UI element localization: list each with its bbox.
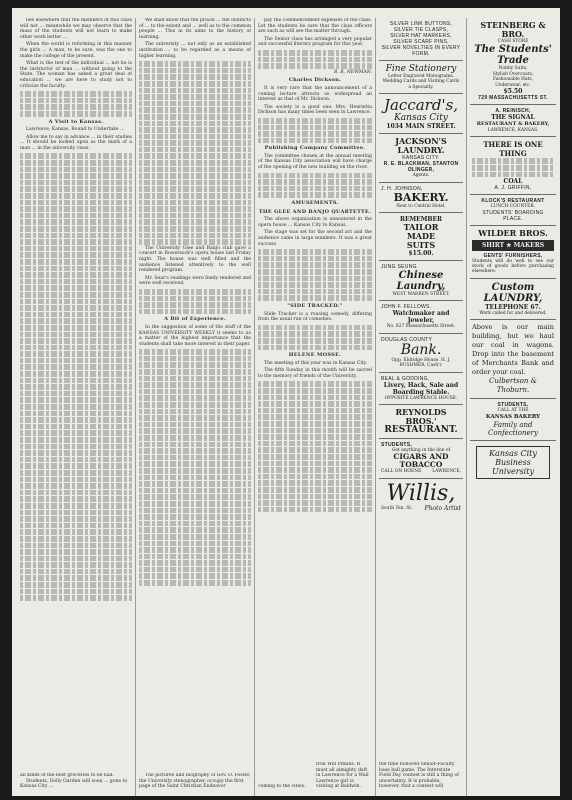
ad-subtitle: RESTAURANT & BAKERY, [476, 121, 550, 128]
column-divider [466, 18, 467, 796]
paragraph: It is very rare that the announcement of a coming lecture attracts so widespread an interest as that of Mr. Dickson. [258, 85, 372, 103]
ad-title: Kansas City Business University [489, 448, 537, 476]
ad-city: LAWRENCE. [432, 469, 461, 475]
ad-title: The Students' Trade [474, 44, 552, 67]
paragraph: Slide Tracker is a rousing comedy, differing from the usual run of comedies. [258, 311, 372, 323]
ad-name: JOHN F. FELLOWS, [381, 304, 432, 311]
ad-title: Willis, [386, 480, 456, 506]
ad-subtitle: Opp. Eldridge House. H. J. RUSHMER, Cash'r. [391, 357, 451, 369]
ad-line: Fashionable Hats, [492, 77, 533, 83]
ad-subtitle: Livery, Hack, Sale and Boarding Stable. [383, 381, 459, 396]
bottom-fragment-3 [258, 784, 312, 790]
ad-city: Kansas City [394, 113, 448, 124]
wilder-ad: WILDER BROS. SHIRT ★ MAKERS GENTS' FURNISHERS, Students will do well to see our stock of goods before purchasing elsewhere. [470, 226, 556, 279]
fragment-text: the time honored Senior-Faculty base ball game. The Interstate Field Day contest is still a thing of uncertainty. It is probable, however, that a contest will [379, 762, 459, 790]
ad-title: Jaccard's, [383, 96, 459, 115]
ad-subtitle: No. 827 Massachusetts Street. [386, 324, 456, 330]
bottom-fragment-2 [139, 773, 251, 790]
ad-subtitle: LUNCH COUNTER. [490, 204, 536, 210]
coal-ad [470, 137, 556, 195]
ad-title: STUDENTS, [497, 402, 529, 409]
ad-agents: R. E. BLACKMAN, STANTON OLINGER, [383, 161, 459, 174]
ad-line: Nobby Suits, [498, 66, 528, 72]
ad-name: STEINBERG & BRO. [480, 20, 546, 39]
paragraph: In the suggestion of some of the staff of the KANSAS UNIVERSITY WEEKLY it seems to us a matter of the highest importance that the students shall take more interest in their paper. [139, 324, 251, 347]
ad-title: REMEMBER [399, 216, 443, 224]
paragraph: What is the test of the individual ... not he is the instructor of man ... without going to the State. The woman has asked a great deal of education ... we are here to study not to criticize the faculty. [20, 61, 132, 89]
paragraph: The fifth Sunday in this month will be sacred to the memory of friends of the University. [258, 368, 372, 379]
paragraph: The above organization is announced in the opera house ... Kansas City to Kansas. [258, 217, 372, 228]
klocks-ad [470, 195, 556, 225]
johnson-bakery-ad [379, 183, 463, 213]
article-signature: B. R. NEWMAN. [334, 69, 372, 75]
ad-title: BEAL & GODDING, [381, 375, 430, 382]
ad-title: BAKERY. [393, 190, 449, 204]
article-headline: AMUSEMENTS. [291, 200, 339, 207]
newspaper-page [12, 8, 560, 796]
ad-subtitle: CALL AT THE [497, 408, 529, 414]
ad-name: A. REINISCH, [495, 108, 531, 115]
ad-address: South Ten. St. [381, 505, 413, 511]
paragraph: The Senior class has arranged a very popular and successful literary program for this year. [258, 36, 372, 48]
ad-makers: MAKERS [513, 241, 545, 249]
column-divider [135, 18, 136, 796]
advertisement-column-2 [470, 18, 556, 788]
ad-subtitle: RESTAURANT. [384, 425, 458, 436]
paragraph: lies elsewhere that the members of this class will not ... meanwhile we may observe that the mass of the students will not learn to make other work better ... [20, 18, 132, 40]
column-divider [375, 18, 376, 796]
ad-coal: COAL [503, 178, 523, 186]
article-headline: A Bit of Experience. [164, 316, 226, 323]
reynolds-ad [379, 405, 463, 439]
business-university-ad [470, 441, 556, 484]
chinese-laundry-ad [379, 261, 463, 301]
fragment-text: Iron Will Pitkins. It must all almighty daft in Lawrence for a Wail Lawrence girl is visiting at Baldwin. [316, 762, 369, 790]
ad-address: 1034 MAIN STREET. [386, 123, 456, 131]
article-subheadline: HELENE MOSSE. [288, 352, 342, 359]
ad-city: KANSAS CITY. [402, 155, 440, 162]
kansas-bakery-ad [470, 399, 556, 440]
ad-title: Fine Stationery [385, 64, 457, 74]
ad-line: Family and Confectionery [488, 420, 538, 437]
ad-title: KLOCK'S RESTAURANT [481, 198, 545, 205]
ad-name: DOUGLAS COUNTY [381, 336, 433, 343]
ad-line: SILVER HAT MARKERS, [390, 33, 452, 39]
article-column-3 [258, 18, 372, 748]
ad-text: Students will do well to see our stock of goods before purchasing elsewhere. [472, 258, 554, 275]
ad-phone: TELEPHONE 67. [485, 303, 541, 311]
ad-text: Above is our main building, but we haul our coal in wagons. Drop into the basement of Merchants Bank and order your coal. [472, 323, 554, 377]
ad-agents-label: Agents. [412, 173, 430, 179]
stationery-ad [379, 61, 463, 94]
article-column-2 [139, 18, 251, 748]
ad-title: REYNOLDS BROS.' [395, 407, 447, 427]
bottom-fragment-1 [20, 773, 132, 790]
ad-subtitle: Work called for and delivered. [479, 310, 547, 316]
fragment-text: all kinds of the best groceries to be had. [20, 773, 115, 779]
ad-subtitle: WEST WARREN STREET. [392, 292, 450, 298]
paragraph: The University Glee and Banjo club gave a concert in Bowersock's opera house last Friday night. The house was well filled and the audience listened attentively to the well rendered program. [139, 245, 251, 274]
bank-ad [379, 334, 463, 373]
ad-address: 729 MASSACHUSETTS ST. [478, 95, 548, 102]
ad-name: JUNG SEUNG [381, 264, 417, 271]
ad-title: Custom LAUNDRY, [483, 281, 543, 304]
ad-firm: Culbertson & Thoburn. [489, 377, 537, 395]
ad-price: $5.50 [503, 88, 523, 96]
ad-line: SILVER SCARF PINS, [393, 39, 449, 45]
paragraph: The society is a good one. Mrs. Henrietta Dickson has many times been seen in Lawrence. [258, 104, 372, 116]
ad-line: MADE [406, 231, 436, 242]
column-divider [254, 18, 255, 796]
ad-title: THERE IS ONE THING [483, 140, 543, 159]
paragraph: The committee chosen at the annual meeting of the Kansas City association will have charge of the opening of the new building on the river. [258, 153, 372, 171]
article-subheadline: THE GLEE AND BANJO QUARTETTE. [258, 208, 372, 215]
ad-line: SILVER NOVELTIES IN EVERY FORM. [381, 45, 461, 57]
paragraph: pay the commencement expenses of the class. Let the students be sure that the class officers are such as will see the matter through. [258, 18, 372, 35]
photo-ad [379, 479, 463, 514]
jaccard-ad [379, 94, 463, 134]
ad-place: CALL ON HOENE, [381, 469, 423, 475]
ad-name: J. H. JOHNSON, [381, 185, 423, 192]
jackson-laundry-ad [379, 134, 463, 182]
livery-ad [379, 373, 463, 405]
paragraph: The meeting of this year was in Kansas City. [264, 360, 368, 366]
bottom-fragment-4 [316, 762, 372, 790]
ad-title: JACKSON'S LAUNDRY. [395, 136, 447, 156]
ad-line: Get anything in the line of [391, 448, 451, 454]
paragraph: Allow me to say in advance ... in their studies ... It should be looked upon as the mark of a man ... in the university class. [20, 134, 132, 151]
paragraph: The stage was set for the second act and the audience came in large numbers. It was a great success. [258, 230, 372, 247]
silver-ad [379, 18, 463, 61]
ad-title: Watchmaker and Jeweler, [392, 310, 450, 325]
article-headline: A Visit to Kansas. [48, 118, 104, 125]
article-column-1 [20, 18, 132, 748]
bottom-fragment-5 [379, 762, 463, 790]
ad-name: KANSAS BAKERY [485, 413, 541, 420]
ad-line: SUITS [406, 240, 436, 251]
cigar-ad [379, 439, 463, 479]
tailor-ad [379, 213, 463, 261]
ad-line: TAILOR [403, 222, 439, 233]
ad-city: LAWRENCE, KANSAS. [487, 128, 539, 134]
article-headline: Charles Dickson. [288, 77, 342, 84]
ad-title: WILDER BROS. [478, 227, 548, 238]
advertisement-column-1 [379, 18, 463, 788]
ad-line: SILVER LINK BUTTONS, [389, 21, 453, 27]
ad-subtitle: STUDENTS' BOARDING PLACE. [482, 209, 544, 222]
ad-subtitle: Letter Engraved Monograms, Wedding Cards and Visiting Cards a Specialty. [382, 74, 460, 90]
article-subheadline: "SIDE TRACKED." [287, 302, 343, 309]
paragraph: When the world is reforming in this manner the girls ... A man, to be sure, was the one to make the college of the present. [20, 42, 132, 59]
ad-subtitle: CASH STORE [497, 39, 529, 44]
ad-name: A. J. GRIFFIN, [494, 185, 532, 192]
paragraph: We shall know that the prison ... the instincts of ... to the extent and ... well as to the common people ... This in its aims to the history of learning. [139, 18, 251, 40]
fragment-text: The pictures and biography of Gov. O. Foster, the University stenographer, occupy the first page of the Saint Christian Endeavor [139, 773, 251, 790]
ad-subtitle: Next to Central Hotel. [396, 203, 446, 209]
fragment-text: Students, Dolly Garden will soon ... gone to Kansas City ... [20, 778, 128, 790]
steinberg-ad [470, 18, 556, 105]
ad-shirt: SHIRT [481, 241, 505, 249]
signal-restaurant-ad [470, 105, 556, 137]
article-headline: Publishing Company Committee. [264, 145, 366, 152]
ad-line: Stylish Overcoats, [492, 71, 534, 77]
ad-line: Underwear, etc. [495, 82, 531, 88]
custom-laundry-ad [470, 279, 556, 320]
paragraph: The university ... not only as an established institution ... to be regarded as a means of higher learning. [139, 42, 251, 59]
paragraph: Lawrence, Kansas, Bound to Undertake ... [26, 127, 125, 133]
ad-title: THE SIGNAL [491, 114, 535, 122]
ad-price: $15.00. [408, 250, 434, 258]
ad-subtitle: OPPOSITE LAWRENCE HOUSE. [384, 395, 458, 401]
ad-title: Chinese Laundry, [396, 270, 446, 293]
fragment-text: coming to the cities. [258, 784, 306, 790]
ad-line: SILVER TIE CLASPS, [393, 27, 449, 33]
ad-title: STUDENTS, [381, 442, 413, 449]
ad-subtitle: GENTS' FURNISHERS, [483, 252, 543, 259]
coal-dealer-ad [470, 320, 556, 399]
ad-main: CIGARS AND TOBACCO [393, 452, 449, 470]
paragraph: Mr. Sear's readings were finely rendered and were well received. [139, 275, 251, 287]
ad-title: Bank. [400, 341, 442, 358]
ad-subtitle: Photo Artist [424, 504, 461, 512]
jeweler-ad [379, 301, 463, 333]
